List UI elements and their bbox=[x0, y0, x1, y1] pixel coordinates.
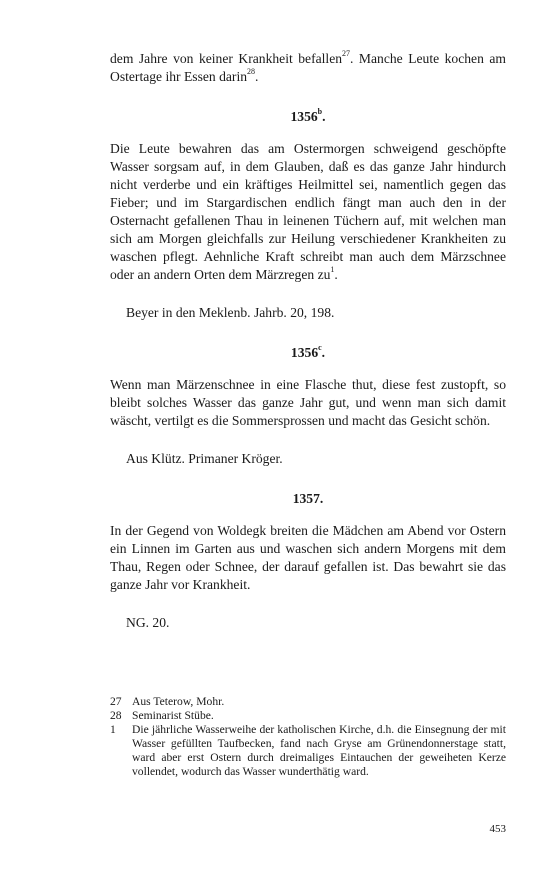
footnote-ref[interactable]: 28 bbox=[247, 67, 256, 77]
section-source-1356b: Beyer in den Meklenb. Jahrb. 20, 198. bbox=[126, 305, 335, 320]
footnote-number: 28 bbox=[110, 709, 122, 722]
page-number: 453 bbox=[489, 823, 506, 835]
footnotes bbox=[110, 695, 506, 779]
footnote-number: 27 bbox=[110, 695, 122, 708]
section-text-1356c: Wenn man Märzenschnee in eine Flasche thut, diese fest zustopft, so bleibt solches Wasser das ganze Jahr gut, und wenn man sich damit wäscht, vertilgt es die Sommersprossen und macht das Gesicht schön. bbox=[110, 377, 506, 428]
page-body bbox=[110, 50, 506, 632]
footnote-text: Aus Teterow, Mohr. bbox=[132, 695, 225, 708]
footnote bbox=[110, 709, 506, 723]
footnote-ref[interactable]: 27 bbox=[342, 49, 351, 59]
section-text-1356b: Die Leute bewahren das am Ostermorgen schweigend geschöpfte Wasser sorgsam auf, in dem Glauben, daß es das ganze Jahr hindurch nicht verderbe und ein kräftiges Heilmittel sei, namentlich gegen das Fieber; und im Stargardischen endlich fängt man auch den in der Osternacht gefallenen Thau in leinenen Tüchern auf, mit welchen man sich am Morgen gleichfalls zur Heilung verschiedener Krankheiten zu waschen pflegt. Aehnliche Kraft schreibt man auch dem Märzschnee oder an andern Orten dem Märzregen $zu^1$. bbox=[110, 141, 506, 282]
footnote-text: Die jährliche Wasserweihe der katholischen Kirche, d.h. die Einsegnung der mit Wasser gefüllten Taufbecken, fand nach Gryse am Grünendonnerstage statt, ward aber erst Ostern durch dreimaliges Eintauchen der geweiheten Kerze vollendet, wodurch das Wasser wunderthätig ward. bbox=[132, 723, 506, 778]
text-run: . bbox=[255, 69, 259, 84]
section-source-1356c: Aus Klütz. Primaner Kröger. bbox=[126, 451, 283, 466]
top-paragraph bbox=[110, 50, 506, 86]
section-source-1357: NG. 20. bbox=[126, 615, 170, 630]
section-heading-1356b: 1356$^b$. bbox=[290, 107, 326, 124]
footnote-number: 1 bbox=[110, 723, 116, 736]
footnote bbox=[110, 695, 506, 709]
footnote bbox=[110, 723, 506, 779]
footnote-ref[interactable]: 1 bbox=[330, 265, 335, 275]
section-text-1357: In der Gegend von Woldegk breiten die Mädchen am Abend vor Ostern ein Linnen im Garten aus und waschen sich andern Morgens mit dem Thau, Regen oder Schnee, der darauf gefallen ist. Das bewahrt sie das ganze Jahr vor Krankheit. bbox=[110, 523, 506, 592]
section-heading-1357: 1357. bbox=[292, 491, 324, 506]
footnote-text: Seminarist Stübe. bbox=[132, 709, 214, 722]
text-run: . Manche Leute kochen am Ostertage ihr Essen darin bbox=[110, 51, 506, 84]
text-run: dem Jahre von keiner Krankheit befallen bbox=[110, 51, 343, 66]
section-heading-1356c: 1356$^c$. bbox=[290, 343, 326, 360]
